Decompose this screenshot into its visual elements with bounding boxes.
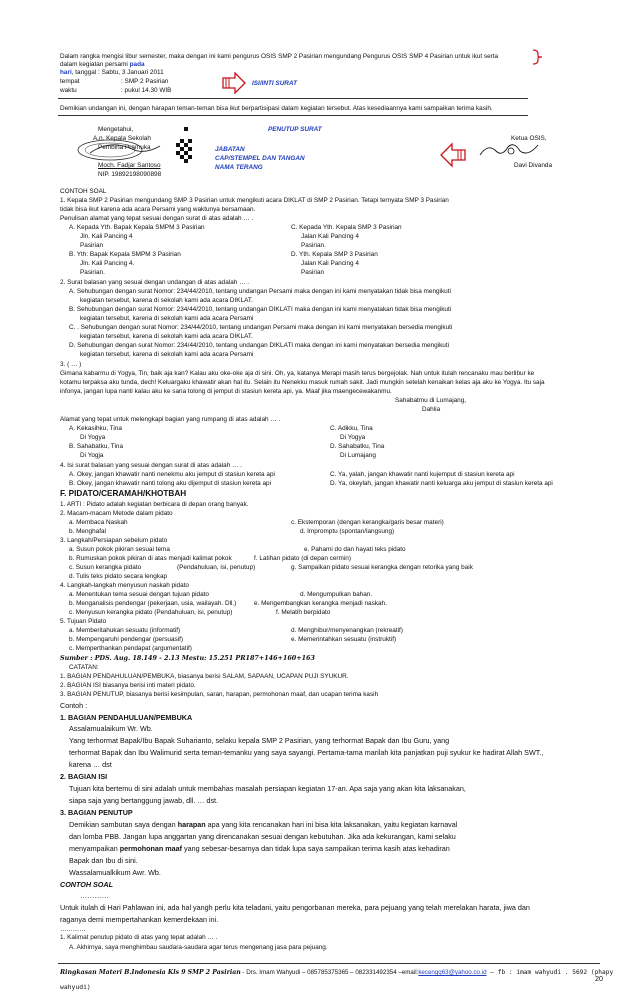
cap-label: CAP/STEMPEL DAN TANGAN <box>215 155 305 162</box>
q1-opt-d-line: Pasirian <box>301 269 325 276</box>
contoh-line: A. Akhirnya, saya menghimbau saudara-saudara agar terus mengenang jasa para pejuang. <box>69 944 328 951</box>
pidato-line: f. Latihan pidato (di depan cermin) <box>254 555 351 562</box>
pidato-line: d. Tulis teks pidato secara lengkap <box>69 573 168 580</box>
q2-opt-c-line: kegiatan tersebut, karena di sekolah kami ada acara DIKLAT. <box>80 333 253 340</box>
q1-opt-b-line: Pasirian. <box>80 269 105 276</box>
pidato-line: a. Membaca Naskah <box>69 519 128 526</box>
q4: 4. Isi surat balasan yang sesuai dengan surat di atas adalah … . <box>60 462 242 469</box>
nama-kiri: Moch. Fadjar Santoso <box>98 162 161 169</box>
contoh-line: 1. Kalimat penutup pidato di atas yang tepat adalah … . <box>60 934 218 941</box>
q4-opt-c: C. Ya, yalah, jangan khawatir nanti kujemput di stasiun kereta api <box>330 471 515 478</box>
contoh-line: karena … dst <box>69 760 112 769</box>
pidato-line: b. Menganalisis pendengar (pekerjaan, usia, wailayah. Dll.) <box>69 600 237 607</box>
pidato-line: d. Mengumpulkan bahan. <box>300 591 373 598</box>
pidato-line: b. Rumuskan pokok pikiran di atas menjadi kalimat pokok <box>69 555 232 562</box>
waktu-value: : pukul 14.30 WIB <box>121 87 172 94</box>
q2-opt-a: A. Sehubungan dengan surat Nomor: 234/44/2010, tentang undangan Persami maka dengan ini kami menyatakan tidak bisa mengikuti <box>69 288 451 295</box>
pidato-line: d. Impromptu (spontan/langsung) <box>300 528 395 535</box>
pidato-line: e. Pahami do dan hayati teks pidato <box>304 546 406 553</box>
soal-header-2: CONTOH SOAL <box>60 880 113 889</box>
pidato-line: g. Sampaikan pidato sesuai kerangka dengan retorika yang baik <box>291 564 473 571</box>
pidato-line: c. Susun kerangka pidato <box>69 564 142 571</box>
pidato-line: a. Menentukan tema sesuai dengan tujuan pidato <box>69 591 209 598</box>
pidato-line: e. Mengembangkan kerangka menjadi naskah. <box>254 600 387 607</box>
q2-opt-b-line: kegiatan tersebut, karena di sekolah kami ada acara Persami <box>80 315 254 322</box>
signature-scribble-icon <box>478 141 540 159</box>
email-link[interactable]: kecengq63@yahoo.co.id <box>418 969 487 976</box>
sumber: Sumber : PDS. Aug. 18.149 - 2.13 Mestu: 15.251 PR187+146+160+163 <box>60 654 315 662</box>
catatan-line: 1. BAGIAN PENDAHULUAN/PEMBUKA, biasanya berisi SALAM, SAPAAN, UCAPAN PUJI SYUKUR. <box>60 673 349 680</box>
contoh-line: terhormat Bapak dan Ibu Walimurid serta teman-temanku yang saya sayangi. Pertama-tama marilah kita panjatkan puji syukur ke hadirat Allah SWT., <box>69 748 544 757</box>
contoh-label: Contoh : <box>60 701 88 710</box>
pidato-line: b. Mempengaruhi pendengar (persuasif) <box>69 636 184 643</box>
an-kepala: A.n. Kepala Sekolah <box>93 135 151 142</box>
pidato-line: e. Memerintahkan sesuatu (instruktif) <box>291 636 397 643</box>
q1-opt-c: C. Kepada Yth. Kepala SMP 3 Pasirian <box>291 224 402 231</box>
catatan-line: 2. BAGIAN ISI biasanya berisi inti materi pidato. <box>60 682 196 689</box>
q2-opt-d: D. Sehubungan dengan surat Nomor: 234/44/2010, tentang undangan DIKLATI maka dengan ini kami menyatakan bersedia mengikuti <box>69 342 450 349</box>
q1-opt-b-line: Jln. Kali Pancing 4. <box>80 260 135 267</box>
pidato-heading: F. PIDATO/CERAMAH/KHOTBAH <box>60 489 187 498</box>
q1-opt-c-line: Jalan Kali Pancing 4 <box>301 233 359 240</box>
q3-opt-a: A. Kekasihku, Tina <box>69 425 122 432</box>
intro-line-1: Dalam rangka mengisi libur semester, maka dengan ini kami pengurus OSIS SMP 2 Pasirian mengundang Pengurus OSIS SMP 4 Pasirian untuk ikut serta <box>60 53 499 60</box>
q1-opt-c-line: Pasirian. <box>301 242 326 249</box>
q3-paragraph: Gimana kabarmu di Yogya, Tin, baik aja kan? Kalau aku oke-oke aja di sini. Oh, ya, katanya Merapi masih terus bergejolak. Nah untuk itulah rencanaku mau berlibur ke <box>60 370 535 377</box>
q3-opt-d-line: Di Lumajang <box>340 452 376 459</box>
contoh-line: siapa saja yang bertanggung jawab, dll. … dst. <box>69 796 219 805</box>
q2-opt-b: B. Sehubungan dengan surat Nomor: 234/44/2010, tentang undangan DIKLATI maka dengan ini kami menyatakan tidak bisa mengikuti <box>69 306 452 313</box>
contoh-line: Wassalamualkikum Awr. Wb. <box>69 868 161 877</box>
q3: 3. ( … ) <box>60 361 82 368</box>
q2: 2. Surat balasan yang sesuai dengan undangan di atas adalah … . <box>60 279 250 286</box>
pidato-line: 4. Langkah-langkah menyusun naskah pidato <box>60 582 189 589</box>
pidato-line: c. Ekstemporan (dengan kerangka/garis besar materi) <box>291 519 444 526</box>
mengetahui: Mengetahui, <box>98 126 134 133</box>
footer-line-2: wahyudi) <box>60 983 91 991</box>
brace-icon <box>530 49 546 65</box>
ketua-osis: Ketua OSIS, <box>511 135 547 142</box>
q2-opt-a-line: kegiatan tersebut, karena di sekolah kami ada acara DIKLAT. <box>80 297 253 304</box>
q3-opt-d: D. Sahabatku, Tina <box>330 443 385 450</box>
q3-sign-2: Dahlia <box>422 406 441 413</box>
q1-line-a: 1. Kepala SMP 2 Pasirian mengundang SMP 3 Pasirian untuk mengikuti acara DIKLAT di SMP 2 Pasirian. Tetapi ternyata SMP 3 Pasirian <box>60 197 449 204</box>
intro-line-3: hari, tanggal : Sabtu, 3 Januari 2011 <box>60 69 164 76</box>
ellipsis: ………… <box>80 891 109 900</box>
q3-opt-b-line: Di Yogja <box>80 452 104 459</box>
pidato-line: d. Menghibur/menyenangkan (rekreatif) <box>291 627 403 634</box>
contoh-line: raganya demi mempertahankan kemerdekaan ini. <box>60 915 219 924</box>
isi-surat-label: ISI/INTI SURAT <box>252 80 297 87</box>
pidato-line: 2. Macam-macam Metode dalam pidato <box>60 510 173 517</box>
page-number: 20 <box>595 974 603 983</box>
q4-opt-a: A. Okey, jangan khawatir nanti nenekmu aku jemput di stasiun kereta api <box>69 471 275 478</box>
q3-opt-a-line: Di Yogya <box>80 434 106 441</box>
pidato-line: a. Susun pokok pikiran sesuai tema <box>69 546 170 553</box>
q3-question: Alamat yang tepat untuk melengkapi bagian yang rumpang di atas adalah … . <box>60 416 281 423</box>
pidato-line: 5. Tujuan Pidato <box>60 618 107 625</box>
jabatan-label: JABATAN <box>215 146 245 153</box>
pembina: Pembina Pramuka <box>98 144 151 151</box>
arrow-left-icon <box>440 142 466 168</box>
section-heading: 3. BAGIAN PENUTUP <box>60 808 133 817</box>
stamp-signature-icon <box>70 137 170 163</box>
contoh-line: menyampaikan permohonan maaf yang sebesar-besarnya dan tidak lupa saya sampaikan terima kasih atas kehadiran <box>69 844 450 853</box>
q1-line-c: Penulisan alamat yang tepat sesuai dengan surat di atas adalah … . <box>60 215 254 222</box>
ellipsis: ………… <box>60 926 86 933</box>
contoh-line: Yang terhormat Bapak/Ibu Bapak Suharianto, selaku kepala SMP 2 Pasirian, yang terhormat Bapak dan Ibu Guru, yang <box>69 736 450 745</box>
q2-opt-c: C. . Sehubungan dengan surat Nomor: 234/44/2010, tentang undangan Persami maka dengan ini kami menyatakan bersedia mengikuti <box>69 324 453 331</box>
q3-opt-c: C. Adikku, Tina <box>330 425 373 432</box>
contoh-line: Untuk itulah di Hari Pahlawan ini, ada hal yangh perlu kita teladani, yaitu pengorbanan mereka, para pejuang yang telah merelakan harata, jiwa dan <box>60 903 530 912</box>
soal-header: CONTOH SOAL <box>60 188 107 195</box>
catatan-label: CATATAN: <box>69 664 99 671</box>
checker-flag-icon <box>176 127 200 171</box>
q3-sign-1: Sahabatmu di Lumajang, <box>395 397 467 404</box>
catatan-line: 3. BAGIAN PENUTUP, biasanya berisi kesimpulan, saran, harapan, permohonan maaf, dan ucapan terima kasih <box>60 691 379 698</box>
q1-opt-d: D. Yth. Kepala SMP 3 Pasirian <box>291 251 378 258</box>
nama-terang-label: NAMA TERANG <box>215 164 263 171</box>
footer-divider <box>58 963 600 964</box>
q1-line-b: tidak bisa ikut karena ada acara Persami yang waktunya bersamaan. <box>60 206 256 213</box>
q3-opt-b: B. Sahabatku, Tina <box>69 443 124 450</box>
penutup-label: PENUTUP SURAT <box>268 126 322 133</box>
q4-opt-d: D. Ya, okeylah, jangan khawatir nanti keluarga aku jemput di stasiun kereta api <box>330 480 553 487</box>
pidato-line: c. Menyusun kerangka pidato (Pendahuluan, isi, penutup) <box>69 609 233 616</box>
nip: NIP. 19892198090898 <box>98 171 162 178</box>
pidato-line: a. Memberitahukan sesuatu (informatif) <box>69 627 181 634</box>
q3-paragraph: infonya, jangan lupa nanti kalau aku ke sana tolong di jemput di stasiun kereta api, ya. Maaf jika maengecewakanmu. <box>60 388 392 395</box>
pidato-line: (Pendahuluan, isi, penutup) <box>177 564 256 571</box>
q3-paragraph: kotamu terpaksa aku tunda, dech! Keluargaku khawatir akan hal itu. Selain itu Nenekku masuk rumah sakit. Jadi mungkin setelah kenaikan kelas aja aku ke Yogya. Itu saja <box>60 379 545 386</box>
q1-opt-a-line: Pasirian <box>80 242 104 249</box>
tempat-label: tempat <box>60 78 80 85</box>
q1-opt-b: B. Yth: Bapak Kepala SMPM 3 Pasirian <box>69 251 181 258</box>
tempat-value: : SMP 2 Pasirian <box>121 78 169 85</box>
waktu-label: waktu <box>60 87 77 94</box>
footer-line: Ringkasan Materi B.Indonesia Kls 9 SMP 2 Pasirian - Drs. Imam Wahyudi – 085785375365 – 082331492354 –email:kecengq63@yahoo.co.id – fb : imam wahyudi . 5692 (phapy <box>60 969 614 976</box>
pidato-line: c. Memperthankan pendapat (argumentatif) <box>69 645 192 652</box>
arrow-right-icon <box>222 72 246 94</box>
pidato-line: f. Melatih berpidato <box>276 609 331 616</box>
pidato-line: 1. ARTI : Pidato adalah kegiatan berbicara di depan orang banyak. <box>60 501 249 508</box>
closing-line: Demikian undangan ini, dengan harapan teman-teman bisa ikut berpartisipasi dalam kegiatan tersebut. Atas kesediaannya kami sampaikan terima kasih. <box>60 105 493 112</box>
divider <box>58 98 528 99</box>
section-heading: 2. BAGIAN ISI <box>60 772 108 781</box>
q1-opt-a: A. Kepada Yth. Bapak Kepala SMPM 3 Pasirian <box>69 224 205 231</box>
pidato-line: 3. Langkah/Persiapan sebelum pidato <box>60 537 168 544</box>
contoh-line: Demikian sambutan saya dengan harapan apa yang kita rencanakan hari ini bisa kita laksanakan, yaitu kegiatan karnaval <box>69 820 458 829</box>
contoh-line: Tujuan kita bertemu di sini adalah untuk membahas masalah persiapan kegiatan 17-an. Apa saja yang akan kita laksanakan, <box>69 784 466 793</box>
q1-opt-a-line: Jln. Kali Pancing 4 <box>80 233 133 240</box>
pidato-line: b. Menghafal <box>69 528 106 535</box>
contoh-line: Assalamualaikum Wr. Wb. <box>69 724 153 733</box>
q1-opt-d-line: Jalan Kali Pancing 4 <box>301 260 359 267</box>
q3-opt-c-line: Di Yogya <box>340 434 366 441</box>
divider <box>58 115 528 116</box>
contoh-line: Bapak dan Ibu di sini. <box>69 856 138 865</box>
q4-opt-b: B. Okey, jangan khawatir nanti tolong aku dijemput di stasiun kereta api <box>69 480 272 487</box>
contoh-line: dan lomba PBB. Jangan lupa anggartan yang direncanakan sesuai dengan kebutuhan. Jika ada kekurangan, kami selaku <box>69 832 456 841</box>
nama-kanan: Davi Divanda <box>514 162 553 169</box>
q2-opt-d-line: kegiatan tersebut, karena di sekolah kami ada acara Persami <box>80 351 254 358</box>
section-heading: 1. BAGIAN PENDAHULUAN/PEMBUKA <box>60 713 193 722</box>
intro-line-2: dalam kegiatan persami pada <box>60 61 145 68</box>
